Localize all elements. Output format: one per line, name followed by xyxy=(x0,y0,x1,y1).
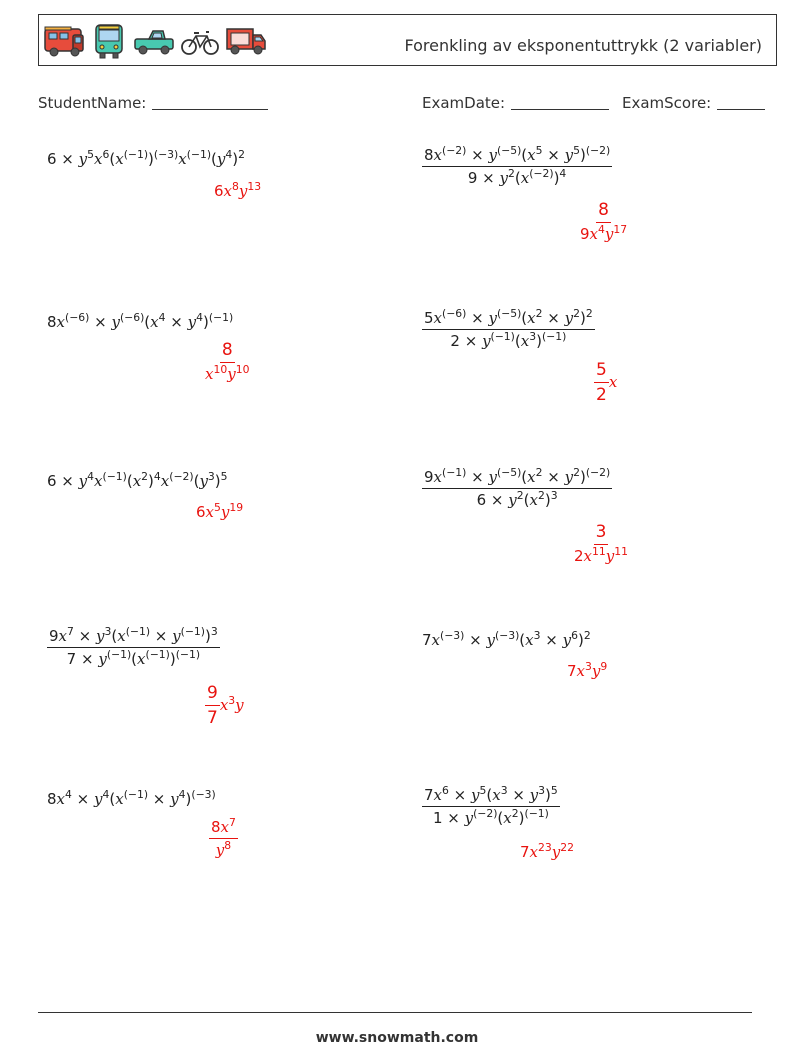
camper-van-icon xyxy=(43,23,87,59)
problem-6-expression: $\frac{9x^{(-1)} \times y^{(-5)}(x^2 \times y^2)^{(-2)}}{6 \times y^2(x^2)^3}$ xyxy=(424,466,611,509)
problem-2-answer: $\frac{8}{9x^4y^{17}}$ xyxy=(580,200,628,243)
problem-4-expression: $\frac{5x^{(-6)} \times y^{(-5)}(x^2 \times y^2)^2}{2 \times y^{(-1)}(x^3)^{(-1)}}$ xyxy=(424,307,593,350)
footer-divider xyxy=(38,1012,752,1013)
problem-6-answer: $\frac{3}{2x^{11}y^{11}}$ xyxy=(574,522,628,565)
student-name-label: StudentName: xyxy=(38,94,147,112)
bicycle-icon xyxy=(179,23,221,59)
delivery-truck-icon xyxy=(225,23,267,59)
worksheet-title: Forenkling av eksponentuttrykk (2 variabler) xyxy=(404,36,762,55)
problem-8-expression: $7x^{(-3)} \times y^{(-3)}(x^3 \times y^6)^2$ xyxy=(422,629,591,649)
exam-score-label: ExamScore: xyxy=(622,94,712,112)
problem-9-answer: $\frac{8x^7}{y^8}$ xyxy=(211,816,236,859)
student-name-blank[interactable] xyxy=(152,95,268,110)
exam-date-field[interactable] xyxy=(422,94,609,112)
student-name-field[interactable] xyxy=(38,94,268,112)
problem-7-expression: $\frac{9x^7 \times y^3(x^{(-1)} \times y^{(-1)})^3}{7 \times y^{(-1)}(x^{(-1)})^{(-1)}}$ xyxy=(49,625,218,668)
problem-3-answer: $\frac{8}{x^{10}y^{10}}$ xyxy=(205,340,250,383)
exam-score-blank[interactable] xyxy=(717,95,765,110)
problem-5-answer: $6x^5y^{19}$ xyxy=(196,501,244,521)
footer-website[interactable]: www.snowmath.com xyxy=(315,1030,479,1046)
exam-date-blank[interactable] xyxy=(511,95,609,110)
pickup-truck-icon xyxy=(133,23,175,59)
worksheet-header xyxy=(38,14,777,66)
problem-2-expression: $\frac{8x^{(-2)} \times y^{(-5)}(x^5 \times y^5)^{(-2)}}{9 \times y^2(x^{(-2)})^4}$ xyxy=(424,144,611,187)
problem-1-answer: $6x^8y^{13}$ xyxy=(214,180,262,200)
problem-10-answer: $7x^{23}y^{22}$ xyxy=(520,841,574,861)
problem-4-answer: $\frac{5}{2}$ x xyxy=(596,360,618,405)
problem-7-answer: $\frac{9}{7}$ $x^3y$ xyxy=(207,683,244,728)
exam-score-field[interactable] xyxy=(622,94,765,112)
bus-icon xyxy=(91,23,127,59)
problem-1-expression: $6 \times y^5x^6(x^{(-1)})^{(-3)}x^{(-1)}(y^4)^2$ xyxy=(47,148,245,168)
problem-9-expression: $8x^4 \times y^4(x^{(-1)} \times y^4)^{(-3)}$ xyxy=(47,788,216,808)
problem-8-answer: $7x^3y^9$ xyxy=(567,660,608,680)
problem-3-expression: $8x^{(-6)} \times y^{(-6)}(x^4 \times y^4)^{(-1)}$ xyxy=(47,311,234,331)
exam-date-label: ExamDate: xyxy=(422,94,506,112)
problem-10-expression: $\frac{7x^6 \times y^5(x^3 \times y^3)^5}{1 \times y^{(-2)}(x^2)^{(-1)}}$ xyxy=(424,784,558,827)
problem-5-expression: $6 \times y^4x^{(-1)}(x^2)^4x^{(-2)}(y^3)^5$ xyxy=(47,470,228,490)
